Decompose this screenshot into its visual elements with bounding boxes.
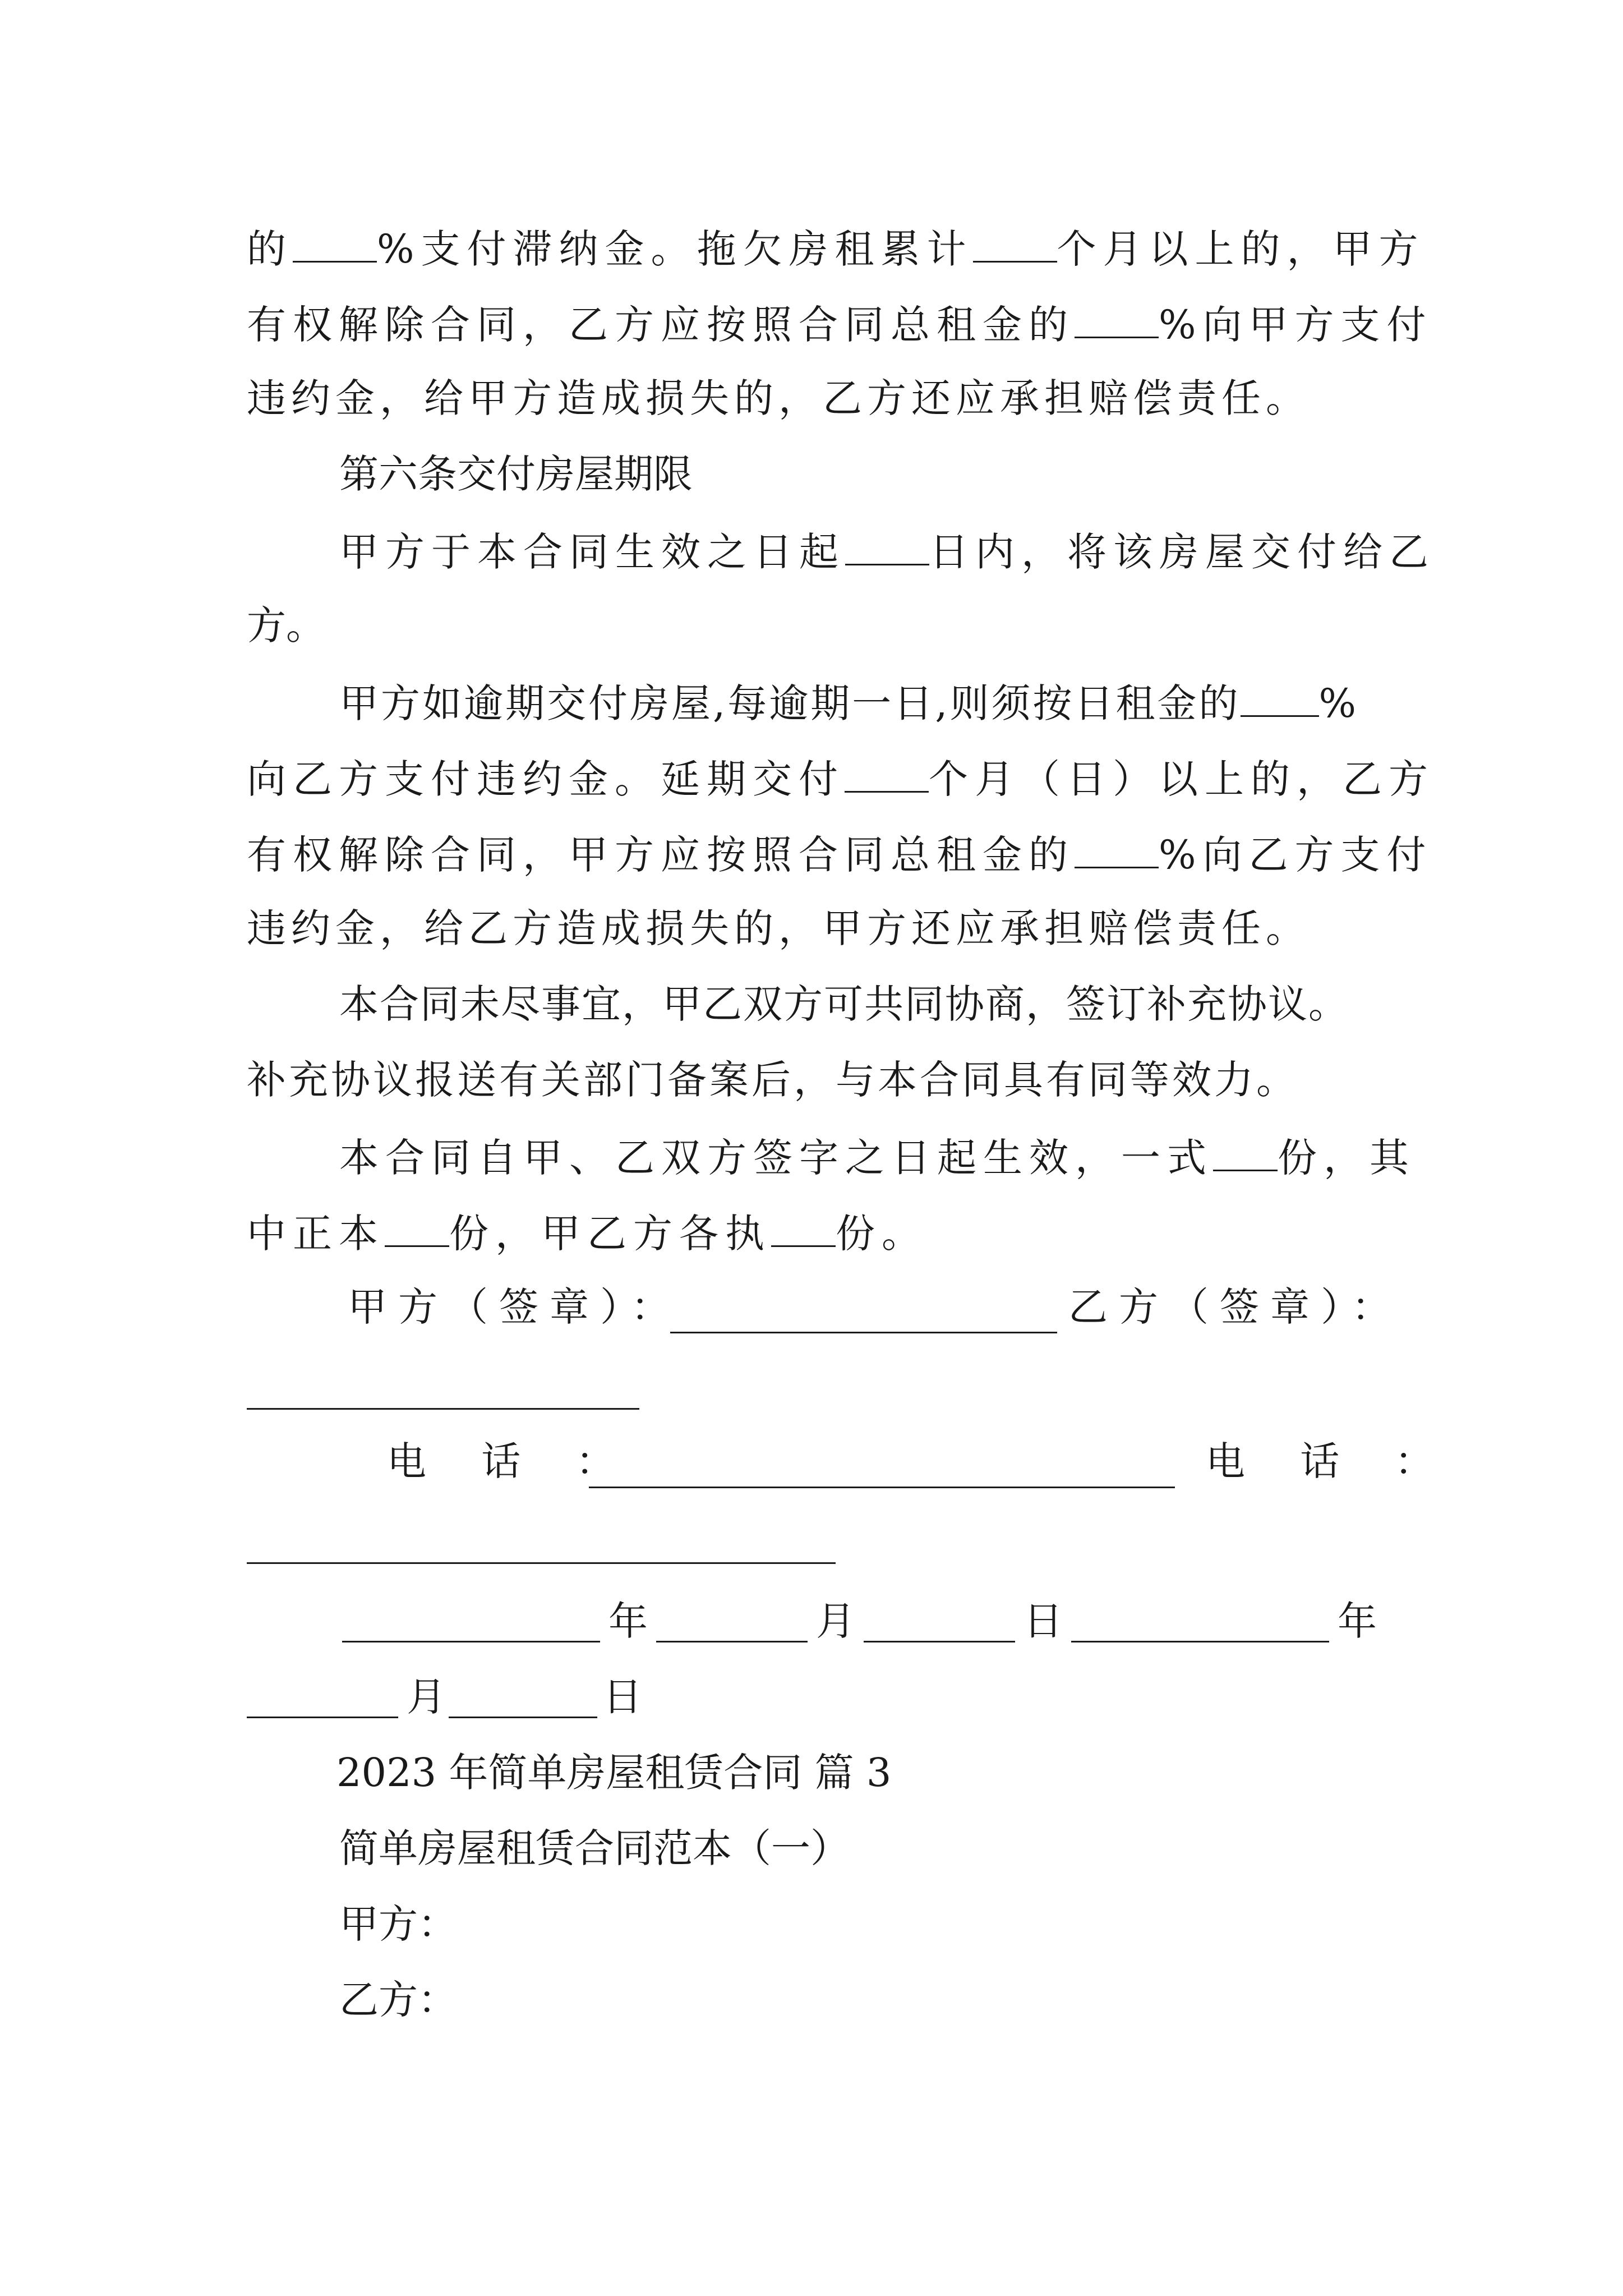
section-heading: 第六条交付房屋期限 [339, 451, 693, 497]
party-a-label: 甲方： [339, 1901, 457, 1947]
day-label: 日 [603, 1674, 642, 1720]
month-label: 月 [407, 1674, 446, 1720]
text-line: 的 %支付滞纳金。拖欠房租累计 个月以上的，甲方 [247, 226, 1425, 272]
blank-field [845, 530, 929, 565]
date-line [342, 1641, 600, 1642]
party-a-signature-label: 甲方（签章）： [348, 1284, 681, 1330]
text-line: 有权解除合同，甲方应按照合同总租金的 %向乙方支付 [247, 832, 1433, 878]
year-label: 年 [1338, 1598, 1377, 1644]
text-line: 向乙方支付违约金。延期交付 个月（日）以上的，乙方 [247, 756, 1435, 802]
party-a-phone-label: 电 话 ： [387, 1438, 637, 1484]
blank-field [973, 227, 1057, 263]
phone-line [589, 1487, 1175, 1488]
text-line: 甲方于本合同生效之日起 日内，将该房屋交付给乙 [339, 529, 1435, 575]
text-line: 违约金，给乙方造成损失的，甲方还应承担赔偿责任。 [247, 905, 1310, 951]
party-b-phone-label: 电 话 ： [1206, 1438, 1455, 1484]
year-label: 年 [608, 1598, 648, 1644]
day-label: 日 [1023, 1598, 1063, 1644]
date-line [864, 1641, 1015, 1642]
blank-field [1241, 682, 1319, 717]
date-line [1071, 1641, 1329, 1642]
blank-field [1075, 303, 1159, 338]
phone-line [247, 1562, 836, 1564]
text-line: 甲方如逾期交付房屋,每逾期一日,则须按日租金的 % [339, 680, 1359, 726]
text-line: 补充协议报送有关部门备案后，与本合同具有同等效力。 [247, 1057, 1298, 1103]
date-line [656, 1641, 808, 1642]
blank-field [385, 1212, 449, 1247]
blank-field [293, 227, 377, 263]
month-label: 月 [816, 1598, 855, 1644]
text-line: 本合同自甲、乙双方签字之日起生效，一式 份，其 [339, 1135, 1415, 1181]
section-subtitle: 简单房屋租赁合同范本（一） [339, 1825, 850, 1871]
blank-field [845, 757, 929, 793]
date-line [449, 1717, 597, 1718]
text-line: 中正本 份，甲乙方各执 份。 [247, 1211, 928, 1257]
blank-field [771, 1212, 836, 1247]
signature-line [670, 1332, 1057, 1333]
signature-line [247, 1408, 639, 1410]
text-line: 本合同未尽事宜，甲乙双方可共同协商，签订补充协议。 [339, 981, 1349, 1027]
blank-field [1213, 1136, 1278, 1171]
section-title: 2023 年简单房屋租赁合同 篇 3 [336, 1750, 892, 1796]
text-line: 违约金，给甲方造成损失的，乙方还应承担赔偿责任。 [247, 375, 1310, 421]
date-line [247, 1717, 398, 1718]
text-line: 有权解除合同，乙方应按照合同总租金的 %向甲方支付 [247, 302, 1433, 348]
party-b-label: 乙方： [339, 1977, 457, 2023]
party-b-signature-label: 乙方（签章）： [1068, 1284, 1402, 1330]
text-line: 方。 [247, 602, 325, 648]
blank-field [1075, 833, 1159, 868]
